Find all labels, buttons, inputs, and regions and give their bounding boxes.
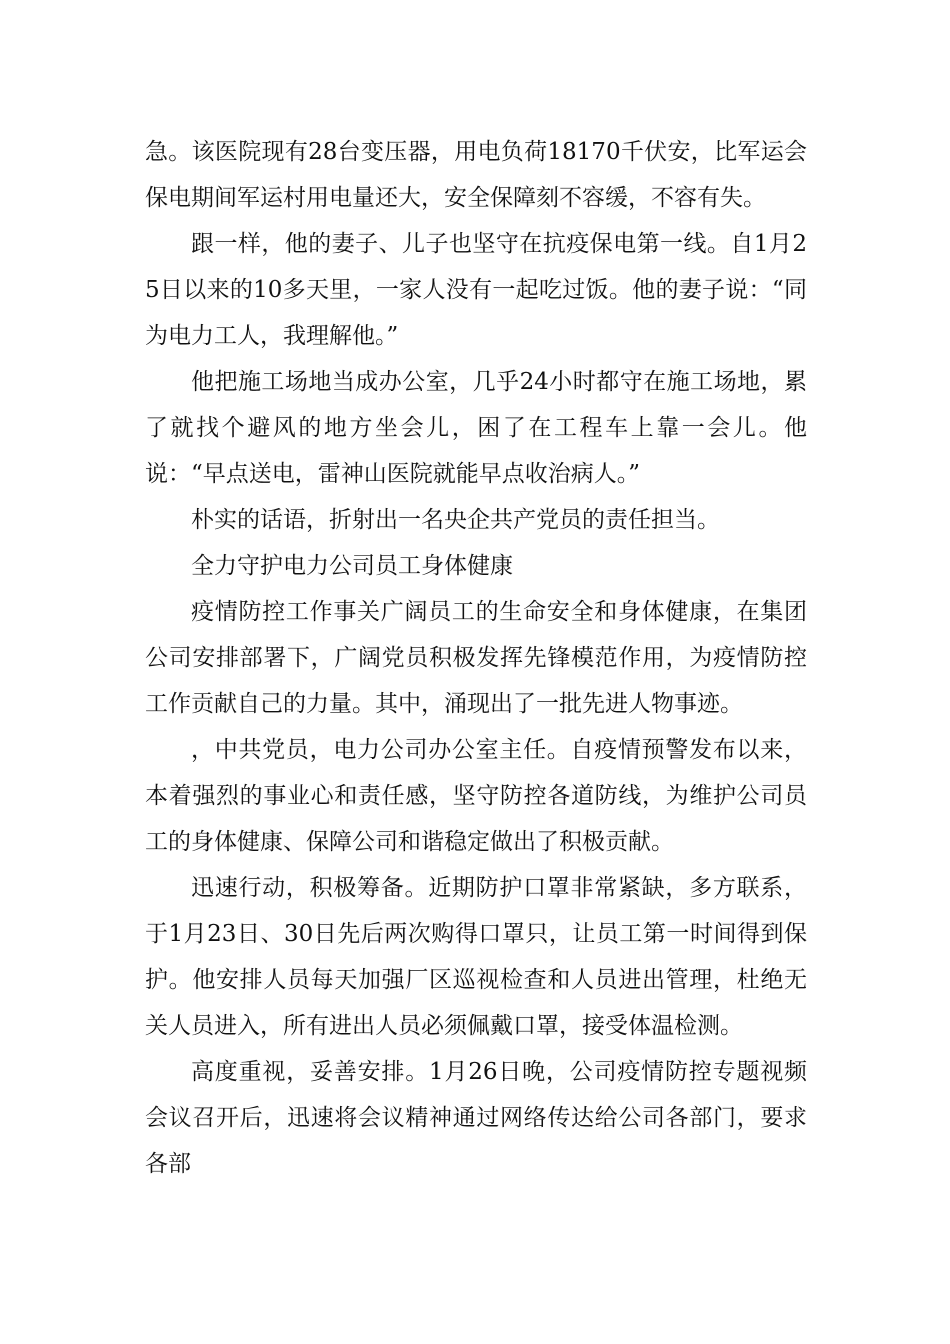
paragraph-rapid-action: 迅速行动，积极筹备。近期防护口罩非常紧缺，多方联系，于1月23日、30日先后两次购得口罩只，让员工第一时间得到保护。他安排人员每天加强厂区巡视检查和人员进出管理，杜绝无关人员进入，所有进出人员必须佩戴口罩，接受体温检测。 [145,875,807,1039]
paragraph-office-director: ，中共党员，电力公司办公室主任。自疫情预警发布以来，本着强烈的事业心和责任感，坚守防控各道防线，为维护公司员工的身体健康、保障公司和谐稳定做出了积极贡献。 [145,737,807,855]
paragraph-high-attention: 高度重视，妥善安排。1月26日晚，公司疫情防控专题视频会议召开后，迅速将会议精神通过网络传达给公司各部门，要求各部 [145,1059,807,1177]
paragraph-family: 跟一样，他的妻子、儿子也坚守在抗疫保电第一线。自1月25日以来的10多天里，一家人没有一起吃过饭。他的妻子说：“同为电力工人，我理解他。” [145,231,807,349]
paragraph-epidemic-prevention: 疫情防控工作事关广阔员工的生命安全和身体健康，在集团公司安排部署下，广阔党员积极发挥先锋模范作用，为疫情防控工作贡献自己的力量。其中，涌现出了一批先进人物事迹。 [145,599,807,717]
section-heading: 全力守护电力公司员工身体健康 [191,553,513,579]
paragraph-responsibility: 朴实的话语，折射出一名央企共产党员的责任担当。 [191,507,720,533]
paragraph-continuation: 急。该医院现有28台变压器，用电负荷18170千伏安，比军运会保电期间军运村用电量还大，安全保障刻不容缓，不容有失。 [145,139,807,211]
document-body [145,129,807,1187]
paragraph-worksite: 他把施工场地当成办公室，几乎24小时都守在施工场地，累了就找个避风的地方坐会儿，困了在工程车上靠一会儿。他说：“早点送电，雷神山医院就能早点收治病人。” [145,369,807,487]
